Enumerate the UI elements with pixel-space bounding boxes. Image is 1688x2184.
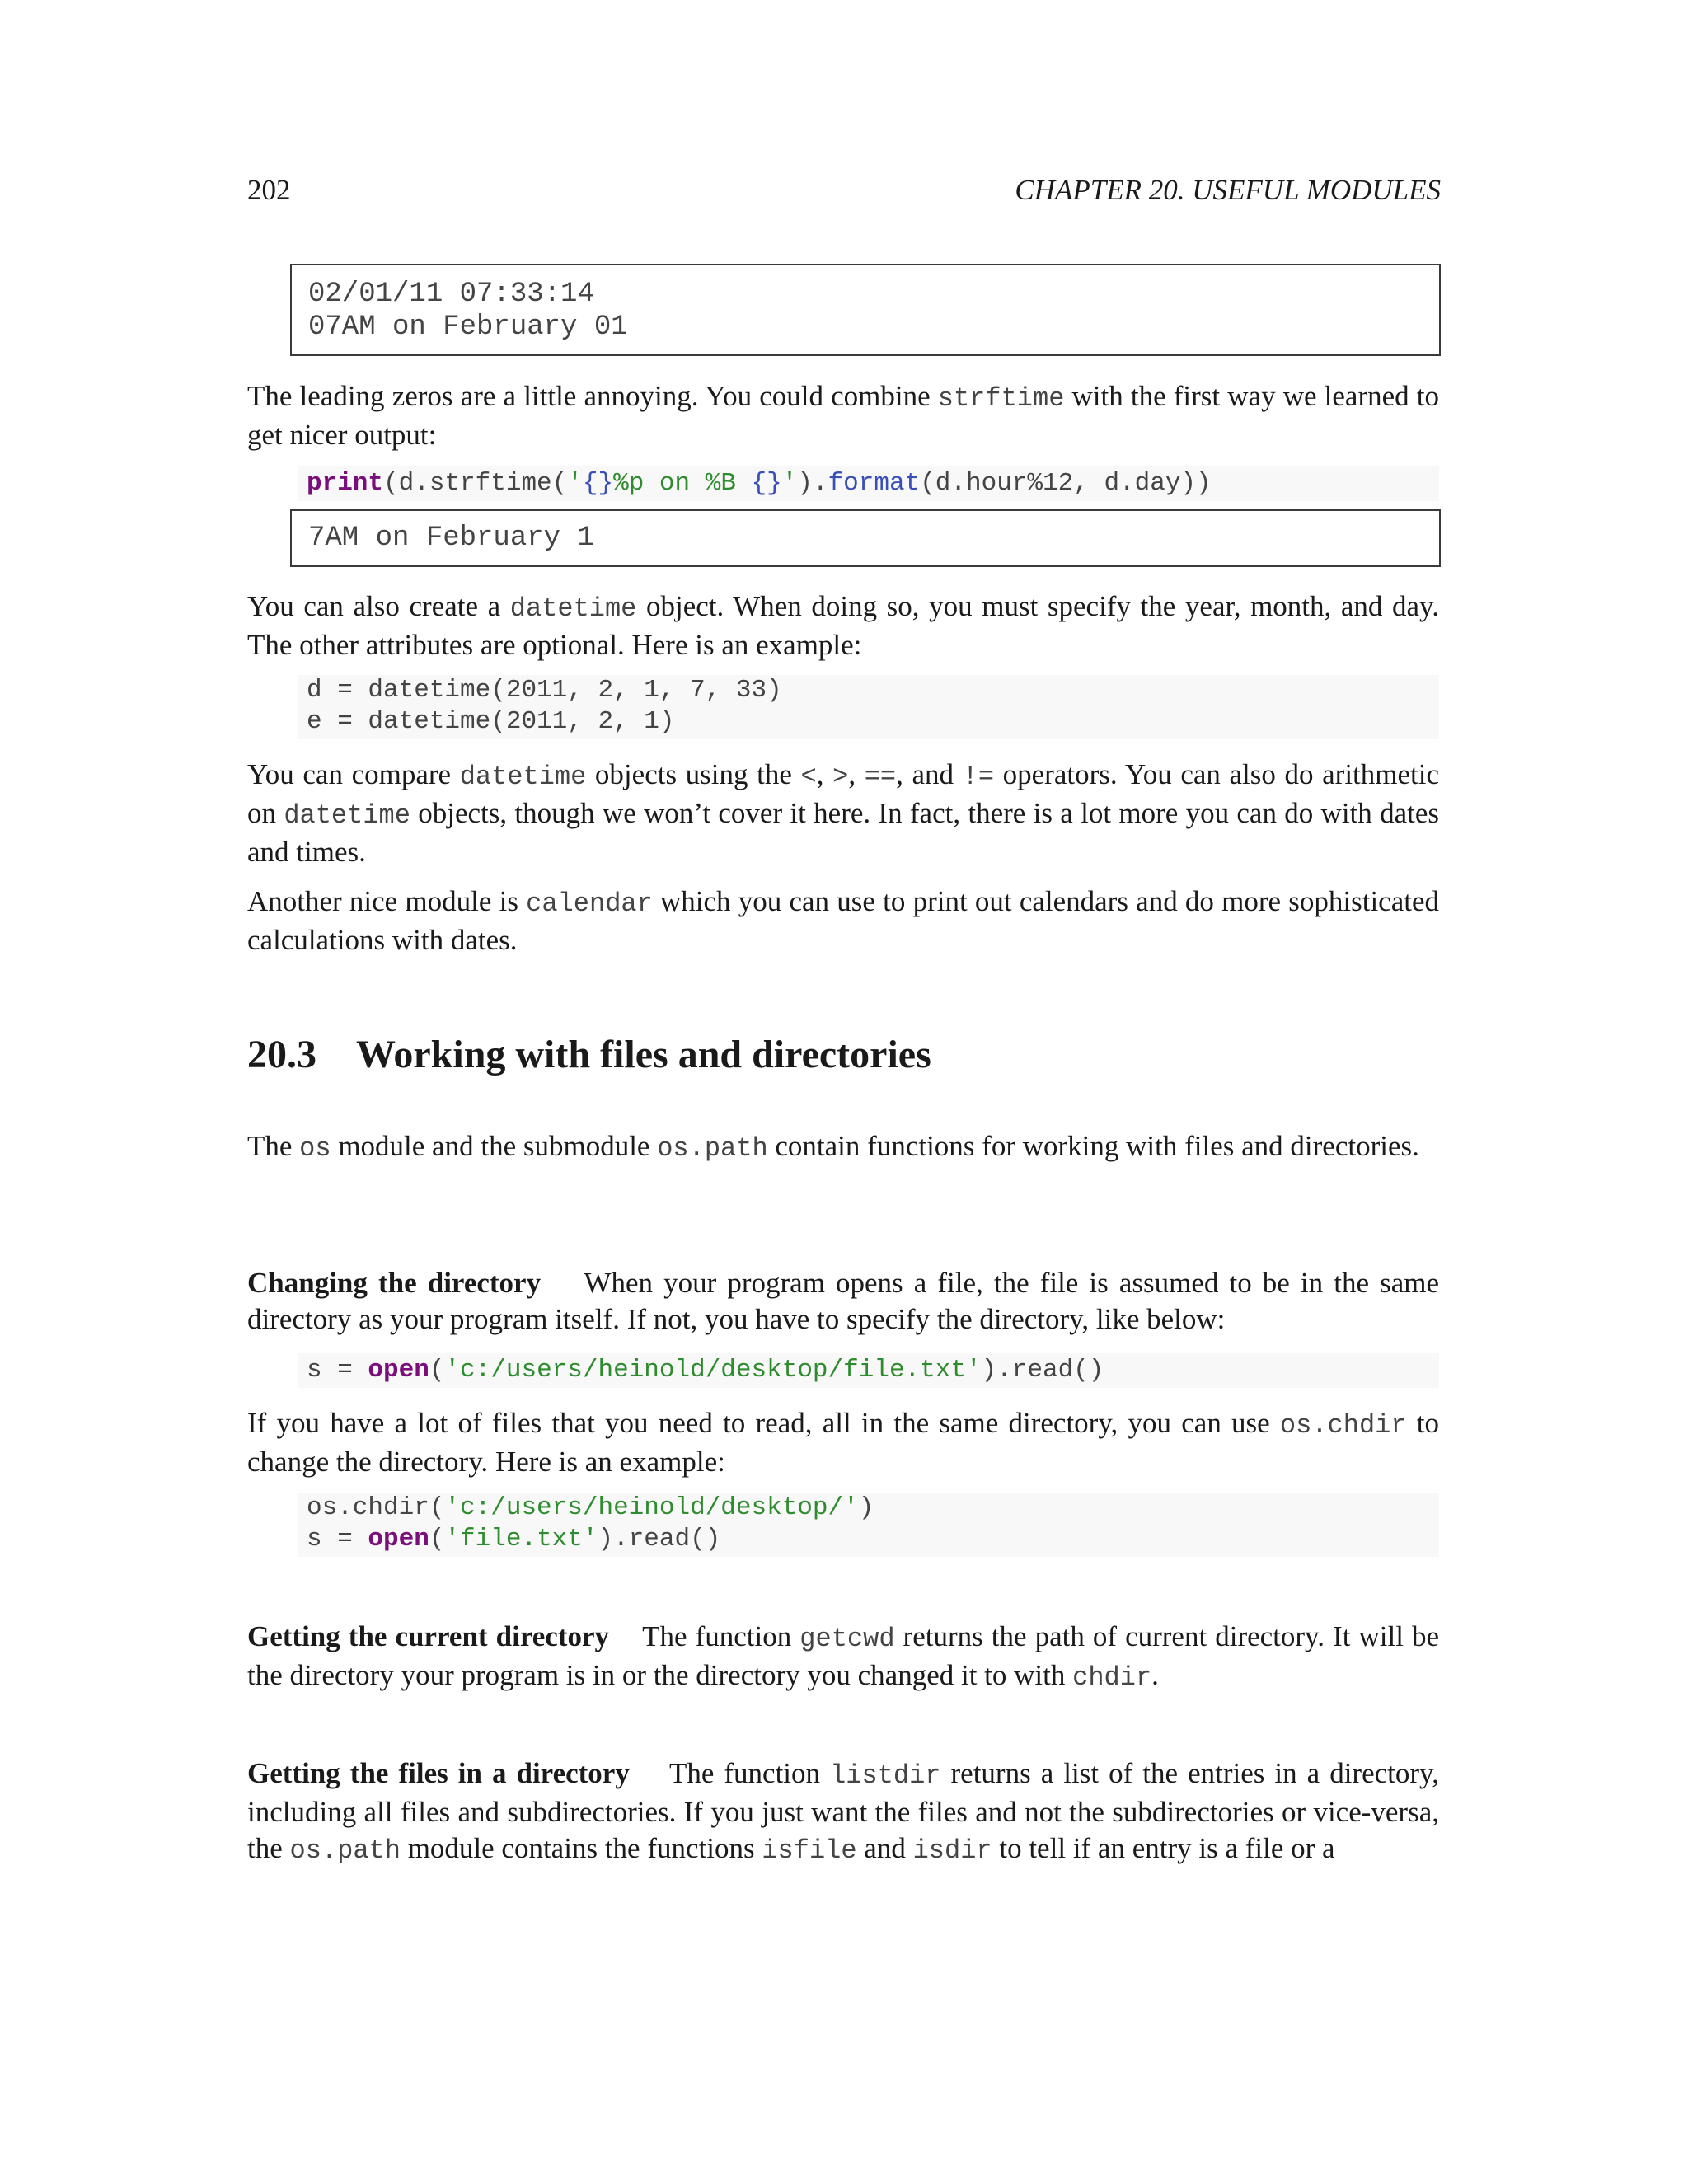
paragraph [247, 378, 1439, 453]
page-number: 202 [247, 174, 291, 206]
code-function: format [828, 469, 921, 498]
text-run: returns a list of the entries in a directory, including all files and subdirectories. If you just want the files and not the subdirectories or vice-versa, the [247, 1757, 1439, 1864]
paragraph [247, 1128, 1439, 1167]
inline-code: listdir [830, 1760, 941, 1791]
text-run: When your program opens a file, the file is assumed to be in the same directory as your program itself. If not, you have to specify the directory, like below: [247, 1267, 1440, 1335]
text-run: If you have a lot of files that you need to read, all in the same directory, you can use [247, 1407, 1280, 1439]
inline-code: calendar [526, 888, 653, 919]
text-run: returns the path of current directory. It will be the directory your program is in or the directory you changed it to with [247, 1620, 1440, 1691]
inline-code: os.path [289, 1835, 401, 1866]
inline-code: datetime [284, 800, 410, 831]
paragraph [247, 1619, 1439, 1696]
text-run: to change the directory. Here is an example: [247, 1407, 1439, 1478]
inline-code: > [832, 762, 849, 792]
text-run: contain functions for working with files and directories. [767, 1130, 1419, 1162]
inline-code: chdir [1072, 1662, 1152, 1693]
code-text: ).read() [598, 1525, 721, 1554]
code-keyword: open [368, 1356, 429, 1385]
code-interp: {} [582, 469, 614, 498]
paragraph [247, 588, 1439, 663]
code-text: s = [307, 1356, 368, 1385]
text-run: The [247, 1130, 300, 1162]
code-string: 'file.txt' [444, 1525, 598, 1554]
code-text: ) [858, 1493, 874, 1522]
code-text: ( [429, 1356, 445, 1385]
text-run: object. When doing so, you must specify the year, month, and day. The other attributes are optional. Here is an example: [247, 590, 1440, 661]
text-run: The function [668, 1757, 831, 1789]
text-run: The leading zeros are a little annoying. You could combine [247, 380, 938, 412]
output-box-1 [290, 264, 1441, 356]
inline-code: datetime [459, 762, 587, 792]
text-run: . [1151, 1659, 1159, 1691]
inline-code: isfile [762, 1835, 857, 1866]
text-run: module and the submodule [331, 1130, 658, 1162]
code-string: ' [567, 469, 583, 498]
text-run: objects, though we won’t cover it here. In fact, there is a lot more you can do with dates and times. [247, 797, 1439, 868]
inline-code: == [864, 762, 897, 792]
output-line: 7AM on February 1 [308, 523, 594, 554]
code-text: os.chdir( [307, 1493, 445, 1522]
paragraph [247, 757, 1439, 870]
output-line: 02/01/11 07:33:14 [308, 279, 594, 310]
text-run: The function [642, 1620, 800, 1652]
code-interp: {} [751, 469, 782, 498]
code-keyword: print [307, 469, 384, 498]
section-title: Working with files and directories [356, 1033, 931, 1076]
text-run: to tell if an entry is a file or a [992, 1832, 1335, 1864]
code-string: 'c:/users/heinold/desktop/' [444, 1493, 859, 1522]
inline-code: datetime [509, 593, 637, 624]
code-block-3 [298, 1353, 1439, 1388]
code-block-2 [298, 675, 1439, 739]
code-block-4 [298, 1493, 1439, 1557]
run-in-heading: Changing the directory [247, 1267, 542, 1299]
paragraph [247, 883, 1439, 958]
text-run: You can compare [247, 758, 460, 790]
text-run: , [848, 758, 865, 790]
text-run: , and [896, 758, 963, 790]
code-line: e = datetime(2011, 2, 1) [307, 707, 675, 736]
run-in-heading: Getting the files in a directory [247, 1757, 630, 1789]
running-head: CHAPTER 20. USEFUL MODULES [1015, 174, 1441, 206]
inline-code: getcwd [799, 1624, 895, 1654]
text-run: module contains the functions [400, 1832, 762, 1864]
text-run: operators. You can also do arithmetic on [247, 758, 1440, 829]
text-run: You can also create a [247, 590, 510, 622]
run-in-heading: Getting the current directory [247, 1620, 609, 1652]
inline-code: strftime [937, 383, 1065, 414]
code-text: s = [307, 1525, 368, 1554]
output-line: 07AM on February 01 [308, 312, 628, 343]
inline-code: os [299, 1133, 331, 1164]
inline-code: os.chdir [1279, 1410, 1407, 1441]
code-keyword: open [368, 1525, 429, 1554]
paragraph [247, 1405, 1439, 1480]
page-header [247, 170, 1441, 211]
code-string: 'c:/users/heinold/desktop/file.txt' [444, 1356, 982, 1385]
code-string: ' [781, 469, 798, 498]
text-run: which you can use to print out calendars and do more sophisticated calculations with dates. [247, 885, 1440, 956]
code-text: ( [429, 1525, 445, 1554]
text-run: objects using the [586, 758, 801, 790]
code-block-1 [298, 466, 1439, 501]
code-text: ). [797, 469, 828, 498]
inline-code: != [962, 762, 995, 792]
output-box-2 [290, 509, 1441, 567]
text-run: with the first way we learned to get nicer output: [247, 380, 1439, 451]
section-number: 20.3 [247, 1033, 316, 1076]
paragraph [247, 1755, 1439, 1869]
code-text: (d.hour%12, d.day)) [920, 469, 1212, 498]
text-run: , [816, 758, 833, 790]
paragraph [247, 1265, 1439, 1338]
inline-code: < [800, 762, 817, 792]
text-run: and [856, 1832, 913, 1864]
code-text: (d.strftime( [383, 469, 568, 498]
inline-code: os.path [657, 1133, 768, 1164]
code-text: ).read() [981, 1356, 1104, 1385]
text-run: Another nice module is [247, 885, 527, 917]
code-line: d = datetime(2011, 2, 1, 7, 33) [307, 676, 782, 705]
inline-code: isdir [912, 1835, 992, 1866]
code-string: %p on %B [613, 469, 752, 498]
